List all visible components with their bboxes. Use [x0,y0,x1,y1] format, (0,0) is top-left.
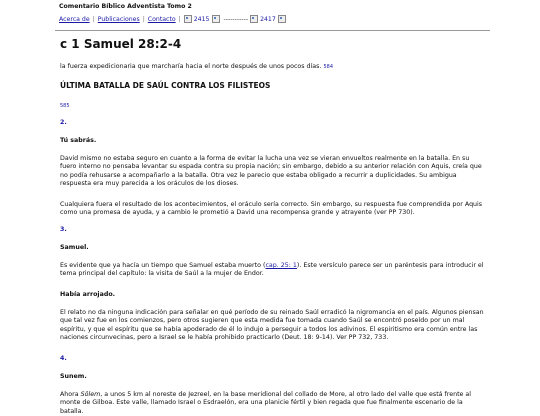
nav-divider: | [92,15,95,23]
page-icon [278,15,286,23]
prev-page-link[interactable] [184,15,222,23]
intro-paragraph [60,63,484,71]
verse-3-sublabel: Había arrojado. [60,291,116,298]
page-reference[interactable]: 584 [323,64,333,70]
verse-2-paragraph-2: Cualquiera fuera el resultado de los acontecimientos, el oráculo sería correcto. Sin embargo, su respuesta fue comprendida por Aquis como una promesa de ayuda, y a cambio le prometió a David una recompensa grande y atrayente (ver PP 730). [60,201,483,217]
page-marker[interactable]: 585 [60,103,70,109]
about-link[interactable]: Acerca de [59,15,90,23]
text-span: , a unos 5 km al noreste de Jezreel, en la base meridional del collado de More, al otro lado del valle que está frente al monte de Gilboa. Este valle, llamado Israel o Esdraelón, era una planicie fértil y bien regada que fue finalmente escenario de la batalla. [60,391,472,415]
next-page-number: 2417 [260,15,276,23]
nav-divider: | [178,15,181,23]
verse-number-2[interactable]: 2. [60,119,67,126]
page-icon [250,15,258,23]
verse-number-3[interactable]: 3. [60,226,67,233]
verse-2-paragraph-1: David mismo no estaba seguro en cuanto a la forma de evitar la lucha una vez se vieran envueltos realmente en la batalla. En su fuero interno no pensaba levantar su espada contra su propia nación; sin embargo, debido a su anterior relación con Aquis, creía que no podía rehusarse a acompañarlo a la batalla. Otra vez le parecio que estaba obligado a recurrir a duplicidades. Su ambigua respuesta era muy parecida a los oráculos de los dioses. [60,155,482,187]
text-span: ). Este versículo parece ser un paréntesis para introducir el tema principal del capítulo: la visita de Saúl a la mujer de Endor. [60,262,484,278]
top-header [55,0,490,31]
verse-3-paragraph-2: El relato no da ninguna indicación para señalar en qué período de su reinado Saúl erradicó la nigromancia en el país. Algunos piensan que tal vez fue en los comienzos, pero otros sugieren que esta medida fue tomada cuando Saúl se encontró poseído por un mal espíritu, y que el espíritu que se había apoderado de él lo indujo a perseguir a todos los adivinos. El espiritismo era común entre las naciones circunvecinas, pero a Israel se le había prohibido practicarlo (Deut. 18: 9-14). Ver PP 732, 733. [60,309,484,341]
intro-text: la fuerza expedicionaria que marcharía hacia el norte después de unos pocos días. [60,63,322,70]
verse-label-4: Sunem. [60,373,87,380]
next-page-link[interactable] [250,15,288,23]
contact-link[interactable]: Contacto [147,15,176,23]
prev-page-number: 2415 [193,15,210,23]
page-icon [212,15,220,23]
top-nav [59,15,288,23]
verse-label-2: Tú sabrás. [60,137,97,144]
verse-4-paragraph-1 [60,391,484,416]
text-span: Ahora [60,391,81,398]
verse-label-3: Samuel. [60,244,89,251]
publications-link[interactable]: Publicaciones [97,15,140,23]
page-title: c 1 Samuel 28:2-4 [60,37,182,51]
page-icon [184,15,192,23]
cross-reference-link[interactable]: cap. 25: 1 [265,262,297,269]
page-separator: ----------- [223,15,249,23]
italic-place-name: Sôlem [80,391,101,398]
nav-divider: | [142,15,145,23]
section-heading: ÚLTIMA BATALLA DE SAÚL CONTRA LOS FILISTEOS [60,81,271,90]
verse-number-4[interactable]: 4. [60,355,67,362]
text-span: Es evidente que ya hacía un tiempo que Samuel estaba muerto ( [60,262,266,269]
verse-3-paragraph-1 [60,262,484,279]
book-title: Comentario Bíblico Adventista Tomo 2 [59,3,192,10]
